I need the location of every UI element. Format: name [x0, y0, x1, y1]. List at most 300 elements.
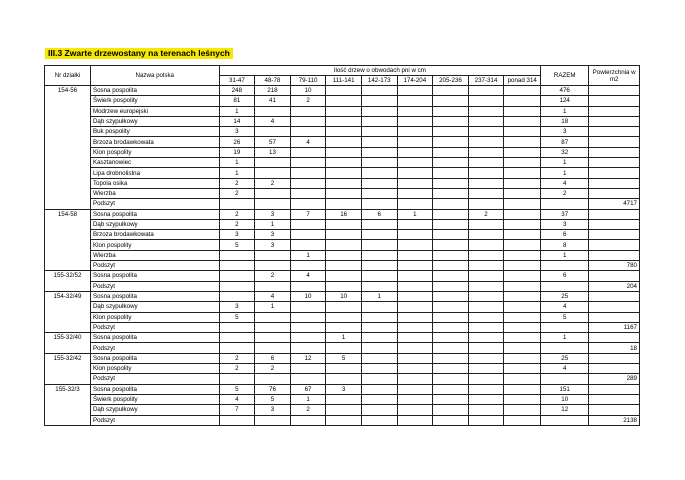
count-cell [433, 96, 469, 106]
count-cell [433, 188, 469, 198]
area-cell [589, 209, 640, 219]
area-cell [589, 178, 640, 188]
table-row [45, 137, 640, 147]
total-cell: 6 [541, 230, 589, 240]
count-cell [468, 302, 504, 312]
count-cell [433, 261, 469, 271]
header-species: Nazwa polska [90, 66, 219, 86]
count-cell: 81 [219, 96, 255, 106]
species-name: Podszyt [90, 343, 219, 353]
count-cell [397, 230, 433, 240]
area-cell: 780 [589, 261, 640, 271]
count-cell [326, 312, 362, 322]
area-cell [589, 271, 640, 281]
count-cell [326, 250, 362, 260]
count-cell [290, 374, 326, 384]
area-cell [589, 364, 640, 374]
plot-number: 154-32/49 [45, 291, 91, 332]
count-cell [290, 230, 326, 240]
count-cell [397, 281, 433, 291]
header-plot: Nr działki [45, 66, 91, 86]
count-cell [290, 178, 326, 188]
count-cell [433, 147, 469, 157]
count-cell [504, 353, 541, 363]
count-cell [326, 322, 362, 332]
count-cell [433, 250, 469, 260]
count-cell [504, 343, 541, 353]
total-cell: 1 [541, 158, 589, 168]
species-name: Podszyt [90, 415, 219, 425]
total-cell: 37 [541, 209, 589, 219]
count-cell [219, 271, 255, 281]
area-cell [589, 312, 640, 322]
table-row [45, 147, 640, 157]
count-cell [504, 116, 541, 126]
count-cell [468, 415, 504, 425]
species-name: Lipa drobnolistna [90, 168, 219, 178]
total-cell: 151 [541, 384, 589, 394]
count-cell: 7 [219, 405, 255, 415]
species-name: Dąb szypułkowy [90, 405, 219, 415]
total-cell: 2 [541, 188, 589, 198]
header-circumference-group: Ilość drzew o obwodach pni w cm [219, 66, 541, 76]
count-cell: 2 [219, 178, 255, 188]
count-cell [326, 168, 362, 178]
count-cell [290, 127, 326, 137]
count-cell [361, 353, 397, 363]
count-cell [397, 137, 433, 147]
total-cell [541, 322, 589, 332]
count-cell [433, 322, 469, 332]
area-cell [589, 219, 640, 229]
count-cell [361, 250, 397, 260]
total-cell: 18 [541, 116, 589, 126]
count-cell [290, 147, 326, 157]
count-cell [397, 199, 433, 209]
count-cell [361, 106, 397, 116]
count-cell [326, 230, 362, 240]
count-cell [433, 137, 469, 147]
count-cell: 10 [290, 86, 326, 96]
area-cell [589, 353, 640, 363]
count-cell [397, 168, 433, 178]
count-cell [290, 116, 326, 126]
count-cell [468, 137, 504, 147]
plot-number: 155-32/52 [45, 271, 91, 292]
species-name: Klon pospolity [90, 147, 219, 157]
count-cell [397, 127, 433, 137]
count-cell [504, 405, 541, 415]
count-cell [255, 374, 291, 384]
area-cell [589, 394, 640, 404]
area-cell [589, 168, 640, 178]
area-cell: 1167 [589, 322, 640, 332]
header-class: 79-110 [290, 76, 326, 86]
count-cell [361, 322, 397, 332]
count-cell [255, 322, 291, 332]
count-cell [290, 199, 326, 209]
count-cell: 3 [255, 209, 291, 219]
count-cell [433, 333, 469, 343]
count-cell [255, 415, 291, 425]
count-cell [361, 199, 397, 209]
count-cell: 5 [326, 353, 362, 363]
count-cell: 2 [255, 178, 291, 188]
count-cell [361, 343, 397, 353]
total-cell [541, 415, 589, 425]
table-row [45, 230, 640, 240]
table-row [45, 199, 640, 209]
area-cell [589, 147, 640, 157]
plot-number: 155-32/40 [45, 333, 91, 354]
count-cell [433, 374, 469, 384]
trees-table [44, 65, 640, 426]
count-cell [504, 250, 541, 260]
count-cell [468, 374, 504, 384]
count-cell [361, 281, 397, 291]
count-cell [397, 158, 433, 168]
count-cell [504, 374, 541, 384]
species-name: Świerk pospolity [90, 96, 219, 106]
count-cell [361, 147, 397, 157]
table-row [45, 281, 640, 291]
count-cell [504, 333, 541, 343]
count-cell [255, 333, 291, 343]
count-cell [468, 250, 504, 260]
count-cell [255, 261, 291, 271]
count-cell [219, 322, 255, 332]
count-cell: 19 [219, 147, 255, 157]
table-row [45, 271, 640, 281]
total-cell: 87 [541, 137, 589, 147]
count-cell [504, 415, 541, 425]
count-cell [397, 178, 433, 188]
count-cell [504, 199, 541, 209]
area-cell [589, 127, 640, 137]
count-cell [397, 147, 433, 157]
header-class: 174-204 [397, 76, 433, 86]
count-cell [361, 312, 397, 322]
count-cell [504, 384, 541, 394]
count-cell [361, 188, 397, 198]
area-cell [589, 302, 640, 312]
count-cell [397, 364, 433, 374]
count-cell [326, 405, 362, 415]
count-cell: 12 [290, 353, 326, 363]
count-cell [397, 219, 433, 229]
count-cell [326, 137, 362, 147]
count-cell: 10 [290, 291, 326, 301]
total-cell: 6 [541, 271, 589, 281]
total-cell [541, 374, 589, 384]
count-cell [361, 271, 397, 281]
count-cell: 2 [219, 219, 255, 229]
count-cell [290, 333, 326, 343]
table-row [45, 384, 640, 394]
count-cell [290, 415, 326, 425]
count-cell [468, 168, 504, 178]
table-row [45, 291, 640, 301]
count-cell: 1 [290, 250, 326, 260]
count-cell [433, 281, 469, 291]
header-class: ponad 314 [504, 76, 541, 86]
count-cell: 5 [219, 240, 255, 250]
table-row [45, 405, 640, 415]
count-cell [504, 127, 541, 137]
count-cell: 7 [290, 209, 326, 219]
count-cell [468, 127, 504, 137]
plot-number: 154-56 [45, 86, 91, 210]
count-cell [433, 271, 469, 281]
count-cell [326, 178, 362, 188]
count-cell [433, 168, 469, 178]
count-cell [290, 343, 326, 353]
total-cell: 4 [541, 178, 589, 188]
count-cell [433, 209, 469, 219]
count-cell [468, 343, 504, 353]
count-cell [219, 250, 255, 260]
count-cell [361, 96, 397, 106]
count-cell [326, 188, 362, 198]
table-row [45, 209, 640, 219]
table-row [45, 343, 640, 353]
count-cell [290, 168, 326, 178]
count-cell: 1 [219, 158, 255, 168]
count-cell [326, 374, 362, 384]
count-cell [433, 415, 469, 425]
count-cell: 2 [219, 188, 255, 198]
count-cell [361, 137, 397, 147]
count-cell [326, 343, 362, 353]
count-cell [290, 281, 326, 291]
count-cell: 4 [290, 137, 326, 147]
count-cell [504, 96, 541, 106]
table-header [45, 66, 640, 86]
count-cell: 1 [361, 291, 397, 301]
area-cell [589, 240, 640, 250]
count-cell [397, 271, 433, 281]
count-cell [255, 343, 291, 353]
species-name: Klon pospolity [90, 240, 219, 250]
total-cell: 3 [541, 127, 589, 137]
count-cell [504, 106, 541, 116]
species-name: Brzoza brodawkowata [90, 230, 219, 240]
area-cell: 2138 [589, 415, 640, 425]
total-cell: 10 [541, 394, 589, 404]
table-row [45, 168, 640, 178]
total-cell [541, 199, 589, 209]
total-cell [541, 261, 589, 271]
count-cell: 3 [219, 302, 255, 312]
count-cell [433, 302, 469, 312]
count-cell [255, 199, 291, 209]
area-cell: 4717 [589, 199, 640, 209]
count-cell [468, 394, 504, 404]
area-cell: 289 [589, 374, 640, 384]
count-cell: 2 [255, 271, 291, 281]
table-row [45, 364, 640, 374]
count-cell [468, 96, 504, 106]
species-name: Podszyt [90, 374, 219, 384]
count-cell [504, 281, 541, 291]
count-cell [219, 333, 255, 343]
count-cell: 1 [290, 394, 326, 404]
area-cell [589, 116, 640, 126]
area-cell [589, 405, 640, 415]
count-cell: 16 [326, 209, 362, 219]
count-cell [504, 219, 541, 229]
count-cell [326, 96, 362, 106]
count-cell: 3 [255, 230, 291, 240]
table-row [45, 116, 640, 126]
count-cell [361, 240, 397, 250]
count-cell [433, 127, 469, 137]
count-cell [468, 281, 504, 291]
count-cell [433, 364, 469, 374]
count-cell [290, 158, 326, 168]
total-cell: 4 [541, 302, 589, 312]
species-name: Modrzew europejski [90, 106, 219, 116]
table-row [45, 302, 640, 312]
table-row [45, 96, 640, 106]
count-cell [433, 230, 469, 240]
count-cell: 4 [290, 271, 326, 281]
count-cell [433, 199, 469, 209]
count-cell [290, 364, 326, 374]
count-cell [397, 343, 433, 353]
count-cell [397, 353, 433, 363]
table-row [45, 178, 640, 188]
count-cell [219, 281, 255, 291]
count-cell [326, 394, 362, 404]
species-name: Klon pospolity [90, 364, 219, 374]
count-cell [468, 353, 504, 363]
area-cell: 204 [589, 281, 640, 291]
header-class: 142-173 [361, 76, 397, 86]
count-cell [255, 168, 291, 178]
area-cell [589, 291, 640, 301]
count-cell: 1 [326, 333, 362, 343]
species-name: Dąb szypułkowy [90, 219, 219, 229]
count-cell [255, 158, 291, 168]
count-cell: 57 [255, 137, 291, 147]
count-cell: 14 [219, 116, 255, 126]
count-cell [219, 415, 255, 425]
count-cell [468, 219, 504, 229]
count-cell [361, 86, 397, 96]
table-body [45, 86, 640, 426]
count-cell [397, 116, 433, 126]
count-cell [326, 261, 362, 271]
count-cell [290, 106, 326, 116]
count-cell [326, 364, 362, 374]
species-name: Buk pospolity [90, 127, 219, 137]
count-cell [361, 405, 397, 415]
count-cell [468, 199, 504, 209]
area-cell [589, 230, 640, 240]
count-cell [255, 127, 291, 137]
count-cell: 3 [219, 127, 255, 137]
count-cell [397, 240, 433, 250]
total-cell: 1 [541, 106, 589, 116]
header-class: 31-47 [219, 76, 255, 86]
count-cell [433, 86, 469, 96]
total-cell [541, 343, 589, 353]
count-cell [290, 240, 326, 250]
count-cell: 5 [219, 312, 255, 322]
count-cell [219, 291, 255, 301]
count-cell [290, 219, 326, 229]
section-title: III.3 Zwarte drzewostany na terenach leśnych [45, 48, 233, 59]
count-cell [397, 106, 433, 116]
count-cell [361, 261, 397, 271]
species-name: Kasztanowiec [90, 158, 219, 168]
area-cell [589, 158, 640, 168]
count-cell: 5 [255, 394, 291, 404]
species-name: Sosna pospolita [90, 291, 219, 301]
header-class: 48-78 [255, 76, 291, 86]
count-cell [397, 333, 433, 343]
count-cell [468, 178, 504, 188]
species-name: Brzoza brodawkowata [90, 137, 219, 147]
total-cell: 5 [541, 312, 589, 322]
count-cell [504, 230, 541, 240]
area-cell [589, 384, 640, 394]
count-cell [290, 188, 326, 198]
count-cell: 1 [397, 209, 433, 219]
species-name: Sosna pospolita [90, 86, 219, 96]
count-cell: 2 [290, 96, 326, 106]
total-cell: 1 [541, 250, 589, 260]
header-class: 111-141 [326, 76, 362, 86]
header-total: RAZEM [541, 66, 589, 86]
count-cell [504, 240, 541, 250]
count-cell [361, 178, 397, 188]
area-cell [589, 86, 640, 96]
plot-number: 154-58 [45, 209, 91, 271]
count-cell [326, 86, 362, 96]
count-cell [397, 261, 433, 271]
count-cell: 4 [219, 394, 255, 404]
count-cell: 3 [326, 384, 362, 394]
header-class: 237-314 [468, 76, 504, 86]
count-cell [468, 405, 504, 415]
count-cell [504, 168, 541, 178]
count-cell [397, 291, 433, 301]
count-cell [504, 147, 541, 157]
count-cell: 6 [255, 353, 291, 363]
count-cell [433, 343, 469, 353]
count-cell [468, 86, 504, 96]
species-name: Sosna pospolita [90, 353, 219, 363]
count-cell [504, 86, 541, 96]
count-cell: 2 [255, 364, 291, 374]
total-cell: 124 [541, 96, 589, 106]
count-cell [219, 374, 255, 384]
count-cell [397, 405, 433, 415]
plot-number: 155-32/3 [45, 384, 91, 425]
count-cell: 41 [255, 96, 291, 106]
count-cell [361, 394, 397, 404]
count-cell: 4 [255, 116, 291, 126]
count-cell [397, 394, 433, 404]
count-cell [504, 158, 541, 168]
count-cell [468, 188, 504, 198]
table-row [45, 353, 640, 363]
count-cell [468, 230, 504, 240]
count-cell [397, 302, 433, 312]
count-cell [397, 415, 433, 425]
